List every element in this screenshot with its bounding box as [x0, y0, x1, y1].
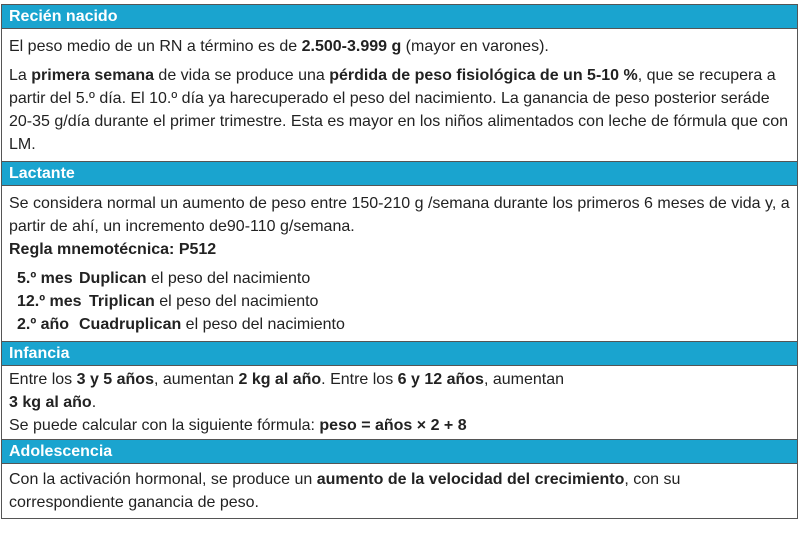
paragraph: La primera semana de vida se produce una pérdida de peso fisiológica de un 5-10 %, que se recupera a partir del 5.º día. El 10.º día ya harecuperado el peso del nacimiento. La ganancia de peso posterior seráde 20-35 g/día durante el primer trimestre. Esta es mayor en los niños alimentados con leche de fórmula que con LM.	[9, 67, 789, 153]
section-body	[2, 186, 797, 341]
mnemonic-row: 5.º mes Duplican el peso del nacimiento	[17, 270, 311, 287]
section-body	[2, 29, 797, 161]
growth-table	[1, 4, 798, 519]
section-header: Infancia	[2, 342, 797, 366]
section-infancia	[2, 342, 797, 440]
paragraph: Se considera normal un aumento de peso entre 150-210 g /semana durante los primeros 6 meses de vida y, a partir de ahí, un incremento de90-110 g/semana.	[9, 195, 790, 235]
mnemonic-row: 12.º mes Triplican el peso del nacimiento	[17, 293, 319, 310]
section-body	[2, 366, 797, 439]
section-header: Adolescencia	[2, 440, 797, 464]
paragraph: El peso medio de un RN a término es de 2.500-3.999 g (mayor en varones).	[9, 38, 549, 55]
paragraph: Con la activación hormonal, se produce un aumento de la velocidad del crecimiento, con su correspondiente ganancia de peso.	[9, 471, 681, 511]
mnemonic-row: 2.º año Cuadruplican el peso del nacimiento	[17, 316, 345, 333]
paragraph: Entre los 3 y 5 años, aumentan 2 kg al año. Entre los 6 y 12 años, aumentan 3 kg al año.	[9, 371, 564, 411]
section-recien-nacido	[2, 5, 797, 162]
paragraph: Se puede calcular con la siguiente fórmula: peso = años × 2 + 8	[9, 417, 467, 434]
mnemonic-title: Regla mnemotécnica: P512	[9, 241, 217, 258]
section-adolescencia	[2, 440, 797, 518]
section-header: Recién nacido	[2, 5, 797, 29]
section-lactante	[2, 162, 797, 342]
section-body	[2, 464, 797, 518]
section-header: Lactante	[2, 162, 797, 186]
